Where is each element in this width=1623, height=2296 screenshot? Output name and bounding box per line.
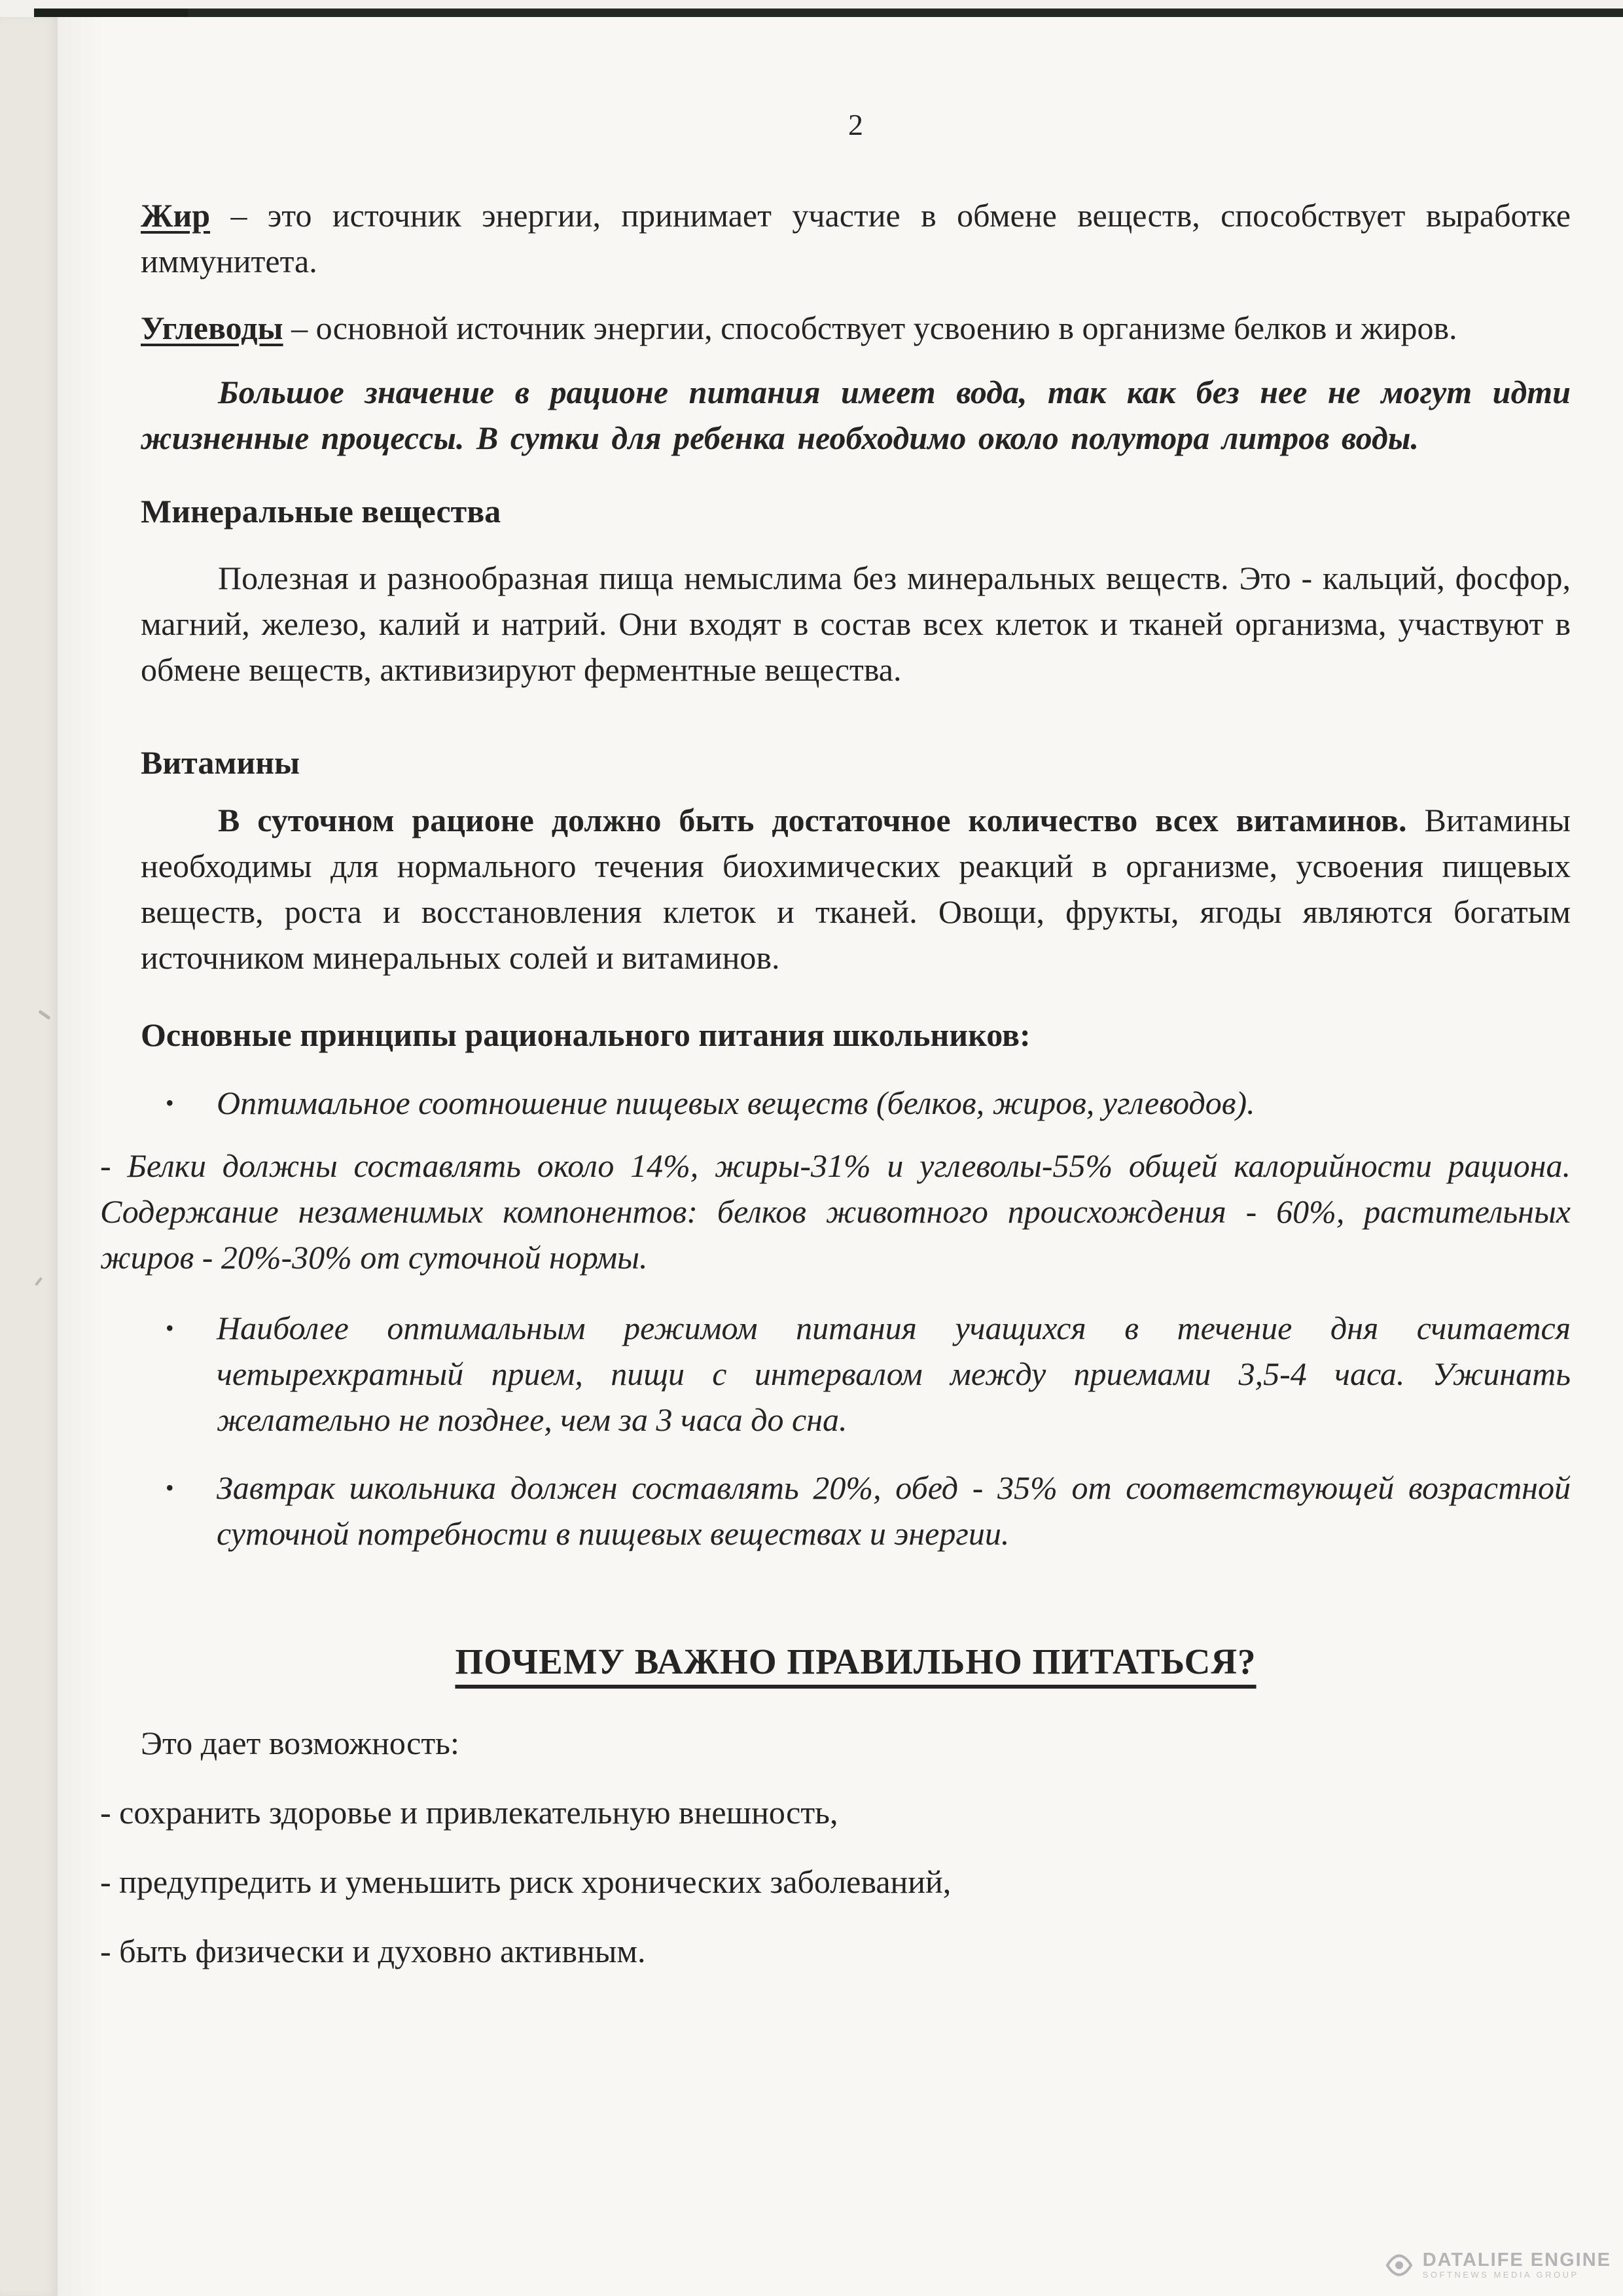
why-list-item: - быть физически и духовно активным.: [100, 1933, 646, 1969]
paragraph-minerals: Полезная и разнообразная пища немыслима без минеральных веществ. Это - кальций, фосфор, магний, железо, калий и натрий. Они входят в состав всех клеток и тканей организма, участвуют в обмене веществ, активизируют ферментные вещества.: [141, 560, 1571, 688]
vitamins-text: Витамины необходимы для нормального течения биохимических реакций в организме, усвоения пищевых веществ, роста и восстановления клеток и тканей. Овощи, фрукты, ягоды являются богатым источником минеральных солей и витаминов.: [141, 802, 1571, 976]
why-intro: Это дает возможность:: [141, 1725, 459, 1761]
list-item: [141, 1305, 1571, 1443]
bullet-text: Оптимальное соотношение пищевых веществ (белков, жиров, углеводов).: [217, 1085, 1255, 1121]
paragraph-water: Большое значение в рационе питания имеет вода, так как без нее не могут идти жизненные процессы. В сутки для ребенка необходимо около полутора литров воды.: [141, 374, 1571, 456]
fat-term: Жир: [141, 197, 211, 234]
bullet-marker: •: [166, 1315, 174, 1341]
heading-principles: Основные принципы рационального питания школьников:: [141, 1016, 1031, 1053]
principles-list: [141, 1080, 1571, 1126]
heading-minerals: Минеральные вещества: [141, 493, 501, 529]
heading-why-important: ПОЧЕМУ ВАЖНО ПРАВИЛЬНО ПИТАТЬСЯ?: [455, 1641, 1257, 1681]
paragraph-vitamins: [141, 797, 1571, 980]
vitamins-lead-bold: В суточном рационе должно быть достаточное количество всех витаминов.: [218, 802, 1407, 838]
scan-left-margin-strip: [0, 17, 58, 2296]
carbs-text: – основной источник энергии, способствует усвоению в организме белков и жиров.: [283, 310, 1457, 346]
heading-vitamins: Витамины: [141, 744, 300, 781]
list-item: [141, 1465, 1571, 1556]
bullet-text: Наиболее оптимальным режимом питания учащихся в течение дня считается четырехкратный прием, пищи с интервалом между приемами 3,5-4 часа. Ужинать желательно не позднее, чем за 3 часа до сна.: [217, 1310, 1571, 1438]
principles-list-continued: [141, 1305, 1571, 1556]
watermark-title: DATALIFE ENGINE: [1422, 2250, 1611, 2270]
watermark-subtitle: SOFTNEWS MEDIA GROUP: [1422, 2270, 1579, 2280]
document-paper: [58, 17, 1623, 2296]
why-list-item: - предупредить и уменьшить риск хронических заболеваний,: [100, 1863, 952, 1900]
paragraph-fat: [141, 192, 1571, 284]
paragraph-proteins-share: - Белки должны составлять около 14%, жиры-31% и углеволы-55% общей калорийности рациона. Содержание незаменимых компонентов: белков животного происхождения - 60%, растительных жиров - 20%-30% от суточной нормы.: [100, 1147, 1571, 1276]
watermark-text: [1423, 2250, 1611, 2280]
bullet-marker: •: [166, 1090, 174, 1116]
page-number: 2: [848, 108, 863, 141]
carbs-term: Углеводы: [141, 310, 283, 346]
datalife-logo-icon: [1384, 2250, 1414, 2280]
why-list-item: - сохранить здоровье и привлекательную внешность,: [100, 1794, 838, 1831]
bullet-marker: •: [166, 1475, 174, 1501]
list-item: [141, 1080, 1571, 1126]
watermark: [1384, 2250, 1611, 2280]
paragraph-carbs: [141, 305, 1571, 351]
bullet-text: Завтрак школьника должен составлять 20%, обед - 35% от соответствующей возрастной суточной потребности в пищевых веществах и энергии.: [217, 1469, 1571, 1552]
fat-text: – это источник энергии, принимает участие в обмене веществ, способствует выработке иммунитета.: [141, 197, 1571, 279]
